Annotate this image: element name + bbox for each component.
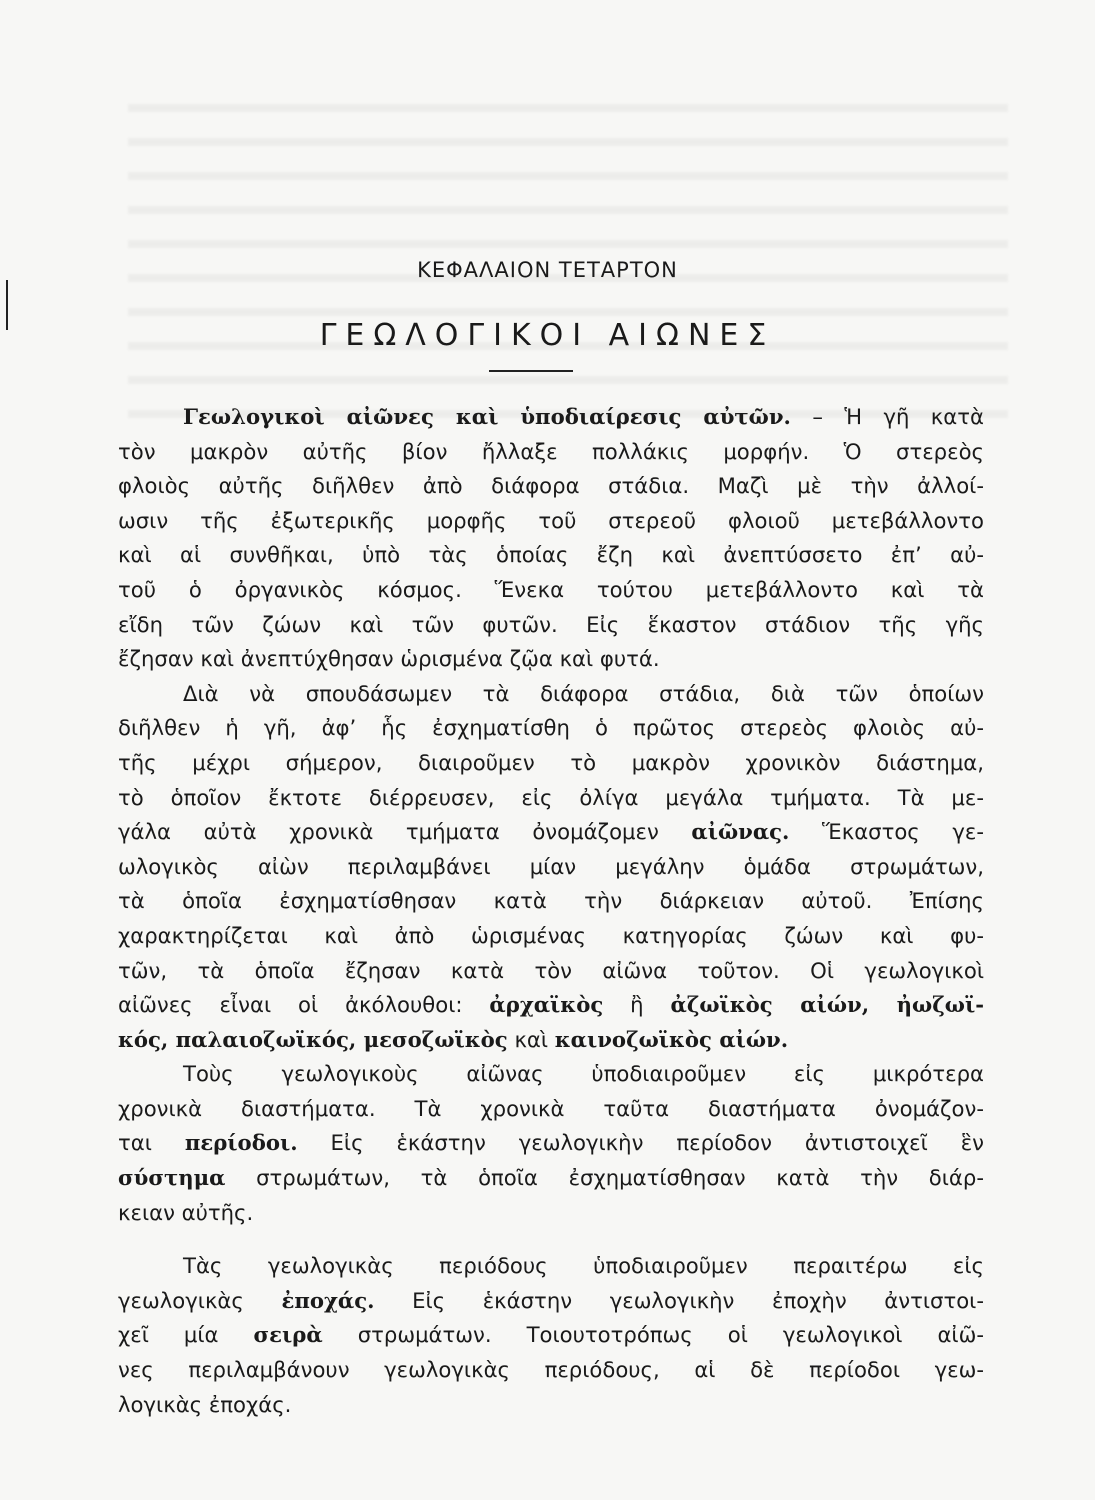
term-epochas: ἐποχάς. bbox=[281, 1287, 375, 1313]
text-line: Τοὺς γεωλογικοὺς αἰῶνας ὑποδιαιροῦμεν εἰς μικρότερα bbox=[183, 1061, 984, 1087]
text-line: σύστημα στρωμάτων, τὰ ὁποῖα ἐσχηματίσθησαν κατὰ τὴν διάρ- bbox=[118, 1165, 984, 1191]
text-line: ωσιν τῆς ἐξωτερικῆς μορφῆς τοῦ στερεοῦ φλοιοῦ μετεβάλλοντο bbox=[118, 507, 984, 533]
title-divider bbox=[489, 370, 573, 372]
text-line: χαρακτηρίζεται καὶ ἀπὸ ὡρισμένας κατηγορίας ζώων καὶ φυ- bbox=[118, 922, 984, 948]
text-line: χρονικὰ διαστήματα. Τὰ χρονικὰ ταῦτα διαστήματα ὀνομάζον- bbox=[118, 1095, 984, 1121]
text-line: φλοιὸς αὐτῆς διῆλθεν ἀπὸ διάφορα στάδια. Μαζὶ μὲ τὴν ἀλλοί- bbox=[118, 473, 984, 499]
text-line: τῶν, τὰ ὁποῖα ἔζησαν κατὰ τὸν αἰῶνα τοῦτον. Οἱ γεωλογικοὶ bbox=[118, 957, 984, 983]
chapter-label: ΚΕΦΑΛΑΙΟΝ ΤΕΤΑΡΤΟΝ bbox=[417, 258, 678, 282]
term-periodoi: περίοδοι. bbox=[184, 1130, 298, 1156]
text-line: χεῖ μία σειρὰ στρωμάτων. Τοιουτοτρόπως οἱ γεωλογικοὶ αἰῶ- bbox=[118, 1322, 984, 1348]
text-line: κός, παλαιοζωϊκός, μεσοζωϊκὸς καὶ καινοζωϊκὸς αἰών. bbox=[118, 1026, 789, 1052]
text-line: λογικὰς ἐποχάς. bbox=[118, 1391, 292, 1417]
body-text bbox=[118, 400, 984, 1422]
text-line: τὸν μακρὸν αὐτῆς βίον ἤλλαξε πολλάκις μορφήν. Ὁ στερεὸς bbox=[118, 438, 984, 464]
text-line: Διὰ νὰ σπουδάσωμεν τὰ διάφορα στάδια, διὰ τῶν ὁποίων bbox=[183, 680, 984, 706]
text-line: αἰῶνες εἶναι οἱ ἀκόλουθοι: ἀρχαϊκὸς ἢ ἀζωϊκὸς αἰών, ἠωζωϊ- bbox=[118, 992, 984, 1018]
term-aiones: αἰῶνας. bbox=[691, 819, 790, 845]
chapter-title: ΓΕΩΛΟΓΙΚΟΙ ΑΙΩΝΕΣ bbox=[319, 318, 776, 353]
term-seira: σειρὰ bbox=[253, 1322, 323, 1348]
text-line: τῆς μέχρι σήμερον, διαιροῦμεν τὸ μακρὸν χρονικὸν διάστημα, bbox=[118, 749, 984, 775]
text-line: ται περίοδοι. Εἰς ἑκάστην γεωλογικὴν περίοδον ἀντιστοιχεῖ ἓν bbox=[118, 1130, 984, 1156]
term-kainozoikos: καινοζωϊκὸς αἰών. bbox=[554, 1026, 789, 1052]
text-line: κειαν αὐτῆς. bbox=[118, 1199, 254, 1225]
text-line: γεωλογικὰς ἐποχάς. Εἰς ἑκάστην γεωλογικὴν ἐποχὴν ἀντιστοι- bbox=[118, 1287, 984, 1313]
text-line: διῆλθεν ἡ γῆ, ἀφ’ ἧς ἐσχηματίσθη ὁ πρῶτος στερεὸς φλοιὸς αὐ- bbox=[118, 715, 984, 741]
term-azoikos: ἀζωϊκὸς αἰών, ἠωζωϊ- bbox=[670, 992, 984, 1018]
text-line: τὰ ὁποῖα ἐσχηματίσθησαν κατὰ τὴν διάρκειαν αὐτοῦ. Ἐπίσης bbox=[118, 888, 984, 914]
text-line: τοῦ ὁ ὀργανικὸς κόσμος. Ἕνεκα τούτου μετεβάλλοντο καὶ τὰ bbox=[118, 576, 984, 602]
text-line: Τὰς γεωλογικὰς περιόδους ὑποδιαιροῦμεν περαιτέρω εἰς bbox=[183, 1253, 984, 1279]
text-line: γάλα αὐτὰ χρονικὰ τμήματα ὀνομάζομεν αἰῶνας. Ἕκαστος γε- bbox=[118, 819, 984, 845]
text-line: τὸ ὁποῖον ἔκτοτε διέρρευσεν, εἰς ὀλίγα μεγάλα τμήματα. Τὰ με- bbox=[118, 784, 984, 810]
text-line: καὶ αἱ συνθῆκαι, ὑπὸ τὰς ὁποίας ἔζη καὶ ἀνεπτύσσετο ἐπ’ αὐ- bbox=[118, 542, 984, 568]
text-line: νες περιλαμβάνουν γεωλογικὰς περιόδους, αἱ δὲ περίοδοι γεω- bbox=[118, 1357, 984, 1383]
text-line: Γεωλογικοὶ αἰῶνες καὶ ὑποδιαίρεσις αὐτῶν. – Ἡ γῆ κατὰ bbox=[183, 404, 984, 429]
term-systema: σύστημα bbox=[118, 1165, 226, 1191]
term-eras: κός, παλαιοζωϊκός, μεσοζωϊκὸς bbox=[118, 1026, 508, 1052]
text-line: εἴδη τῶν ζώων καὶ τῶν φυτῶν. Εἰς ἕκαστον στάδιον τῆς γῆς bbox=[118, 611, 984, 637]
text-line: ωλογικὸς αἰὼν περιλαμβάνει μίαν μεγάλην ὁμάδα στρωμάτων, bbox=[118, 853, 984, 879]
term-archaikos: ἀρχαϊκὸς bbox=[489, 992, 604, 1018]
text-line: ἔζησαν καὶ ἀνεπτύχθησαν ὡρισμένα ζῷα καὶ φυτά. bbox=[118, 646, 660, 672]
section-heading: Γεωλογικοὶ αἰῶνες καὶ ὑποδιαίρεσις αὐτῶν. bbox=[183, 404, 791, 429]
